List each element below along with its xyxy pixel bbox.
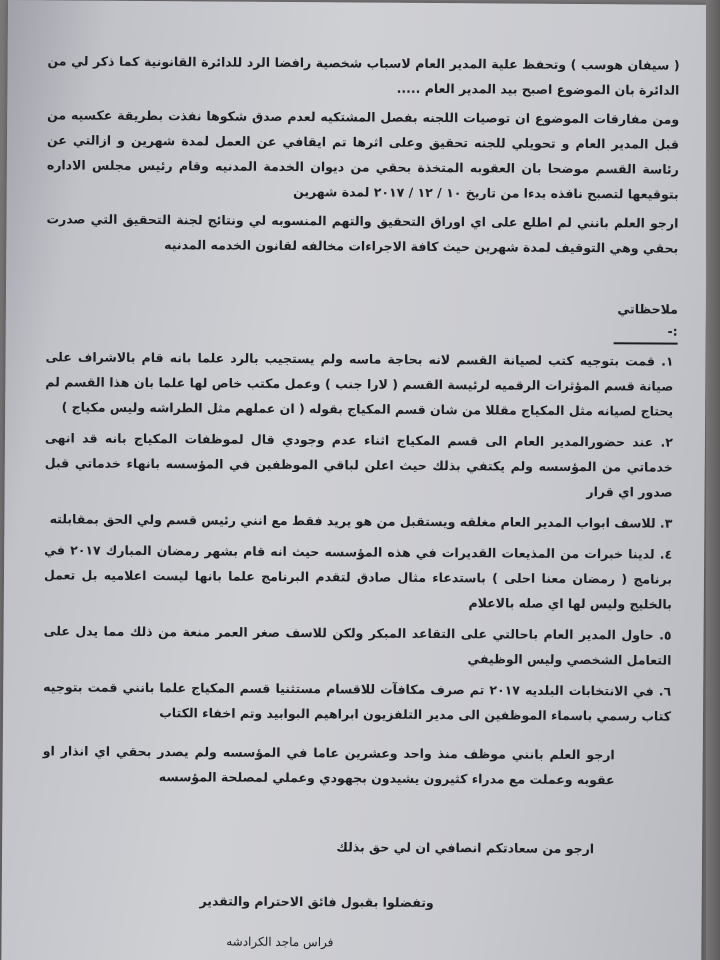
intro-paragraph-2: ومن مفارقات الموضوع ان توصيات اللجنه بفصل المشتكيه لعدم صدق شكوها نفذت بطريقة عكسيه من قبل المدير العام و تحويلي للجنه تحقيق وعلى اثرها تم ايقافي عن العمل لمدة شهرين و ازالتي عن رئاسة القسم موضحا بان العقوبه المتخذة بحقي من ديوان الخدمة المدنيه وقام رئيس مجلس الاداره بتوقيعها لتصبح نافذه بدءا من تاريخ ١٠ / ١٢ / ٢٠١٧ لمدة شهرين <box>46 107 680 202</box>
paper-sheet <box>1 0 708 960</box>
thanks-line: وتفضلوا بقبول فائق الاحترام والتقدير <box>199 893 434 910</box>
closing-line: ارجو من سعادتكم انصافي ان لي حق بذلك <box>336 839 595 857</box>
background-edge <box>706 0 720 960</box>
signature-name: فراس ماجد الكرادشه <box>226 934 334 950</box>
request-paragraph: ارجو العلم بانني موظف منذ واحد وعشرين عاما في المؤسسه ولم يصدر بحقي اي انذار او عقوبه وعملت مع مدراء كثيرون يشيدون بجهودي وعملي لمصلحة المؤسسه <box>42 743 615 788</box>
note-item-1: ١. قمت بتوجيه كتب لصيانة القسم لانه بحاجة ماسه ولم يستجيب بالرد علما بانه قام بالاشراف على صيانة قسم المؤثرات الرقميه لرئيسة القسم ( لارا جنب ) وعمل مكتب خاص لها علما بان هذا القسم لم يحتاج لصيانه مثل المكياج مقللا من شان قسم المكياج بقوله ( ان عملهم مثل الطراشه وليس مكياج ) <box>45 349 674 419</box>
note-item-4: ٤. لدينا خبرات من المذيعات القديرات في هذه المؤسسه حيث انه قام بشهر رمضان المبارك ٢٠١٧ في برنامج ( رمضان معنا احلى ) باستدعاء مثال صادق لتقدم البرنامج علما بانها ليست اعلاميه بل تعمل بالخليج وليس لها اي صله بالاعلام <box>43 542 673 612</box>
note-item-6: ٦. في الانتخابات البلديه ٢٠١٧ تم صرف مكافآت للاقسام مستثنيا قسم المكياج علما بانني قمت بتوجيه كتاب رسمي باسماء الموظفين الى مدير التلفزيون ابراهيم البوابيد وتم اخفاء الكتاب <box>43 679 672 724</box>
letter-body <box>42 48 680 950</box>
intro-paragraph-1: ( سيفان هوسب ) وتحفظ علية المدير العام لاسباب شخصية رافضا الرد للدائرة القانونية كما ذكر لي من الدائرة بان الموضوع اصبح بيد المدير العام ..... <box>47 53 680 98</box>
note-item-2: ٢. عند حضورالمدير العام الى قسم المكياج اثناء عدم وجودي قال لموظفات المكياج بانه قد انهى خدماتي من المؤسسه ولم يكتفي بذلك حيث اعلن لباقي الموظفين في المؤسسه بانهاء خدماتي قبل صدور اي قرار <box>44 430 673 500</box>
note-item-5: ٥. حاول المدير العام باحالتي على التقاعد المبكر ولكن للاسف صغر العمر منعة من ذلك مما يدل على التعامل الشخصي وليس الوظيفي <box>43 623 672 668</box>
intro-paragraph-3: ارجو العلم بانني لم اطلع على اي اوراق التحقيق والتهم المنسوبه لي ونتائج لجنة التحقيق التي صدرت بحقي وهي التوقيف لمدة شهرين حيث كافة الاجراءات مخالفه لقانون الخدمه المدنيه <box>46 211 679 256</box>
note-item-3: ٣. للاسف ابواب المدير العام مغلقه ويستقبل من هو يريد فقط مع انني رئيس قسم ولي الحق بمقابلته <box>49 511 673 531</box>
notes-heading: ملاحظاتي :- <box>614 298 678 344</box>
